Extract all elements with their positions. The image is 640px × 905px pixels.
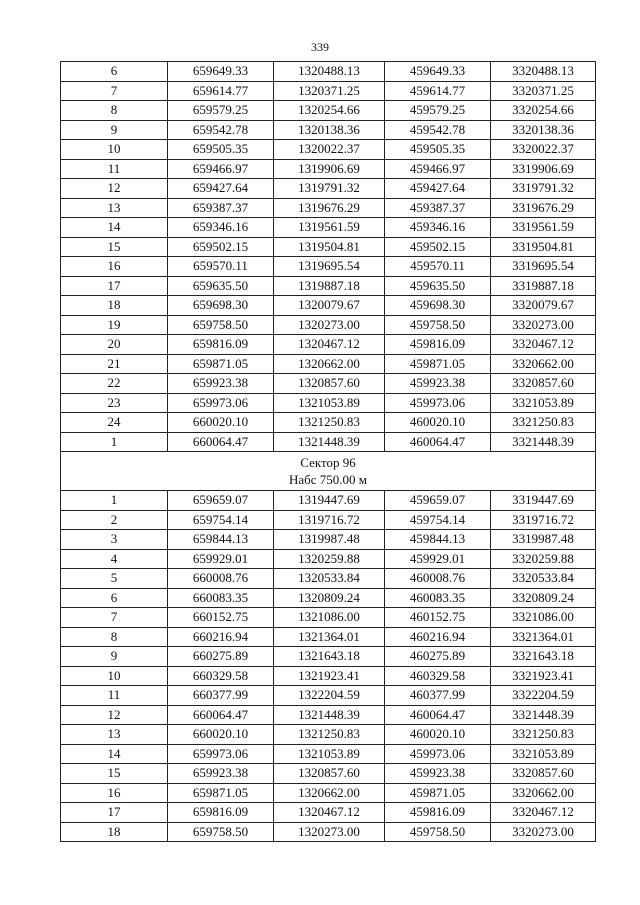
y-coordinate-alt-cell: 3321250.83 xyxy=(491,413,596,433)
point-number-cell: 13 xyxy=(61,198,168,218)
x-coordinate-cell: 659427.64 xyxy=(168,179,274,199)
y-coordinate-alt-cell: 3321086.00 xyxy=(491,608,596,628)
x-coordinate-alt-cell: 459614.77 xyxy=(385,81,491,101)
table-row xyxy=(61,120,596,140)
table-row xyxy=(61,315,596,335)
page-number: 339 xyxy=(311,40,329,54)
x-coordinate-cell: 659502.15 xyxy=(168,237,274,257)
table-row xyxy=(61,530,596,550)
point-number-cell: 4 xyxy=(61,549,168,569)
y-coordinate-alt-cell: 3320259.88 xyxy=(491,549,596,569)
y-coordinate-cell: 1319987.48 xyxy=(274,530,385,550)
y-coordinate-cell: 1321053.89 xyxy=(274,744,385,764)
x-coordinate-cell: 659387.37 xyxy=(168,198,274,218)
table-row xyxy=(61,257,596,277)
y-coordinate-alt-cell: 3319906.69 xyxy=(491,159,596,179)
y-coordinate-cell: 1320079.67 xyxy=(274,296,385,316)
table-row xyxy=(61,549,596,569)
x-coordinate-alt-cell: 459579.25 xyxy=(385,101,491,121)
y-coordinate-alt-cell: 3320857.60 xyxy=(491,374,596,394)
y-coordinate-cell: 1321086.00 xyxy=(274,608,385,628)
y-coordinate-cell: 1321448.39 xyxy=(274,705,385,725)
point-number-cell: 13 xyxy=(61,725,168,745)
point-number-cell: 15 xyxy=(61,764,168,784)
table-row xyxy=(61,354,596,374)
x-coordinate-alt-cell: 459387.37 xyxy=(385,198,491,218)
x-coordinate-cell: 659923.38 xyxy=(168,764,274,784)
x-coordinate-alt-cell: 459466.97 xyxy=(385,159,491,179)
point-number-cell: 19 xyxy=(61,315,168,335)
coordinates-table-top-section xyxy=(61,62,596,452)
y-coordinate-cell: 1320809.24 xyxy=(274,588,385,608)
point-number-cell: 15 xyxy=(61,237,168,257)
y-coordinate-cell: 1321923.41 xyxy=(274,666,385,686)
y-coordinate-alt-cell: 3321643.18 xyxy=(491,647,596,667)
y-coordinate-alt-cell: 3320533.84 xyxy=(491,569,596,589)
x-coordinate-alt-cell: 459698.30 xyxy=(385,296,491,316)
x-coordinate-alt-cell: 459871.05 xyxy=(385,783,491,803)
x-coordinate-cell: 660329.58 xyxy=(168,666,274,686)
x-coordinate-alt-cell: 460008.76 xyxy=(385,569,491,589)
x-coordinate-alt-cell: 459973.06 xyxy=(385,393,491,413)
table-row xyxy=(61,569,596,589)
y-coordinate-alt-cell: 3321364.01 xyxy=(491,627,596,647)
sector-header-section xyxy=(61,452,596,491)
x-coordinate-cell: 659816.09 xyxy=(168,803,274,823)
x-coordinate-cell: 659579.25 xyxy=(168,101,274,121)
x-coordinate-alt-cell: 459871.05 xyxy=(385,354,491,374)
x-coordinate-cell: 660275.89 xyxy=(168,647,274,667)
y-coordinate-cell: 1319695.54 xyxy=(274,257,385,277)
x-coordinate-alt-cell: 459844.13 xyxy=(385,530,491,550)
table-row xyxy=(61,393,596,413)
x-coordinate-cell: 659844.13 xyxy=(168,530,274,550)
y-coordinate-cell: 1319561.59 xyxy=(274,218,385,238)
point-number-cell: 11 xyxy=(61,159,168,179)
table-row xyxy=(61,627,596,647)
point-number-cell: 12 xyxy=(61,179,168,199)
y-coordinate-cell: 1321250.83 xyxy=(274,413,385,433)
y-coordinate-alt-cell: 3320488.13 xyxy=(491,62,596,82)
x-coordinate-cell: 659614.77 xyxy=(168,81,274,101)
y-coordinate-cell: 1321643.18 xyxy=(274,647,385,667)
x-coordinate-cell: 659973.06 xyxy=(168,393,274,413)
table-row xyxy=(61,783,596,803)
point-number-cell: 12 xyxy=(61,705,168,725)
point-number-cell: 6 xyxy=(61,588,168,608)
point-number-cell: 10 xyxy=(61,666,168,686)
x-coordinate-cell: 659758.50 xyxy=(168,822,274,842)
sector-header-cell xyxy=(61,452,596,491)
y-coordinate-alt-cell: 3320467.12 xyxy=(491,803,596,823)
x-coordinate-cell: 659346.16 xyxy=(168,218,274,238)
x-coordinate-cell: 660064.47 xyxy=(168,432,274,452)
x-coordinate-alt-cell: 460329.58 xyxy=(385,666,491,686)
x-coordinate-alt-cell: 459758.50 xyxy=(385,315,491,335)
x-coordinate-alt-cell: 460275.89 xyxy=(385,647,491,667)
table-row xyxy=(61,725,596,745)
table-row xyxy=(61,588,596,608)
y-coordinate-alt-cell: 3320273.00 xyxy=(491,315,596,335)
y-coordinate-cell: 1321448.39 xyxy=(274,432,385,452)
table-row xyxy=(61,159,596,179)
y-coordinate-alt-cell: 3319447.69 xyxy=(491,491,596,511)
table-row xyxy=(61,101,596,121)
y-coordinate-alt-cell: 3320467.12 xyxy=(491,335,596,355)
table-row xyxy=(61,822,596,842)
y-coordinate-cell: 1320533.84 xyxy=(274,569,385,589)
table-row xyxy=(61,744,596,764)
y-coordinate-cell: 1320138.36 xyxy=(274,120,385,140)
y-coordinate-alt-cell: 3320254.66 xyxy=(491,101,596,121)
point-number-cell: 21 xyxy=(61,354,168,374)
x-coordinate-cell: 659542.78 xyxy=(168,120,274,140)
y-coordinate-cell: 1319887.18 xyxy=(274,276,385,296)
x-coordinate-alt-cell: 459659.07 xyxy=(385,491,491,511)
table-row xyxy=(61,198,596,218)
table-row xyxy=(61,237,596,257)
point-number-cell: 10 xyxy=(61,140,168,160)
point-number-cell: 11 xyxy=(61,686,168,706)
y-coordinate-cell: 1319906.69 xyxy=(274,159,385,179)
sector-title: Сектор 96 xyxy=(300,455,356,470)
x-coordinate-cell: 659929.01 xyxy=(168,549,274,569)
y-coordinate-cell: 1319676.29 xyxy=(274,198,385,218)
x-coordinate-alt-cell: 459427.64 xyxy=(385,179,491,199)
table-row xyxy=(61,432,596,452)
y-coordinate-alt-cell: 3321448.39 xyxy=(491,432,596,452)
y-coordinate-cell: 1321053.89 xyxy=(274,393,385,413)
table-row xyxy=(61,666,596,686)
point-number-cell: 7 xyxy=(61,81,168,101)
y-coordinate-cell: 1321250.83 xyxy=(274,725,385,745)
y-coordinate-cell: 1320662.00 xyxy=(274,354,385,374)
y-coordinate-cell: 1320273.00 xyxy=(274,822,385,842)
y-coordinate-alt-cell: 3321053.89 xyxy=(491,393,596,413)
y-coordinate-alt-cell: 3319716.72 xyxy=(491,510,596,530)
y-coordinate-cell: 1319447.69 xyxy=(274,491,385,511)
y-coordinate-cell: 1320467.12 xyxy=(274,803,385,823)
x-coordinate-cell: 659754.14 xyxy=(168,510,274,530)
x-coordinate-cell: 660152.75 xyxy=(168,608,274,628)
point-number-cell: 20 xyxy=(61,335,168,355)
x-coordinate-alt-cell: 459502.15 xyxy=(385,237,491,257)
point-number-cell: 23 xyxy=(61,393,168,413)
point-number-cell: 6 xyxy=(61,62,168,82)
table-row xyxy=(61,140,596,160)
table-row xyxy=(61,62,596,82)
x-coordinate-alt-cell: 459758.50 xyxy=(385,822,491,842)
point-number-cell: 22 xyxy=(61,374,168,394)
table-row xyxy=(61,705,596,725)
y-coordinate-alt-cell: 3320022.37 xyxy=(491,140,596,160)
x-coordinate-cell: 659758.50 xyxy=(168,315,274,335)
y-coordinate-cell: 1319791.32 xyxy=(274,179,385,199)
table-row xyxy=(61,81,596,101)
table-row xyxy=(61,296,596,316)
y-coordinate-alt-cell: 3320371.25 xyxy=(491,81,596,101)
x-coordinate-alt-cell: 460064.47 xyxy=(385,432,491,452)
x-coordinate-alt-cell: 460020.10 xyxy=(385,413,491,433)
table-row xyxy=(61,374,596,394)
table-row xyxy=(61,803,596,823)
point-number-cell: 1 xyxy=(61,491,168,511)
x-coordinate-cell: 660020.10 xyxy=(168,725,274,745)
y-coordinate-alt-cell: 3321250.83 xyxy=(491,725,596,745)
y-coordinate-cell: 1320022.37 xyxy=(274,140,385,160)
x-coordinate-alt-cell: 459649.33 xyxy=(385,62,491,82)
x-coordinate-alt-cell: 459816.09 xyxy=(385,335,491,355)
x-coordinate-alt-cell: 459346.16 xyxy=(385,218,491,238)
point-number-cell: 9 xyxy=(61,120,168,140)
point-number-cell: 14 xyxy=(61,744,168,764)
coordinates-table xyxy=(60,61,596,842)
x-coordinate-alt-cell: 459929.01 xyxy=(385,549,491,569)
y-coordinate-cell: 1320371.25 xyxy=(274,81,385,101)
y-coordinate-alt-cell: 3320079.67 xyxy=(491,296,596,316)
x-coordinate-alt-cell: 459754.14 xyxy=(385,510,491,530)
x-coordinate-cell: 659973.06 xyxy=(168,744,274,764)
y-coordinate-alt-cell: 3322204.59 xyxy=(491,686,596,706)
y-coordinate-cell: 1319716.72 xyxy=(274,510,385,530)
x-coordinate-alt-cell: 459542.78 xyxy=(385,120,491,140)
table-row xyxy=(61,686,596,706)
x-coordinate-alt-cell: 459923.38 xyxy=(385,764,491,784)
point-number-cell: 5 xyxy=(61,569,168,589)
point-number-cell: 18 xyxy=(61,296,168,316)
x-coordinate-alt-cell: 460152.75 xyxy=(385,608,491,628)
x-coordinate-cell: 659923.38 xyxy=(168,374,274,394)
point-number-cell: 24 xyxy=(61,413,168,433)
table-row xyxy=(61,510,596,530)
sector-header-row xyxy=(61,452,596,491)
point-number-cell: 18 xyxy=(61,822,168,842)
x-coordinate-alt-cell: 459505.35 xyxy=(385,140,491,160)
point-number-cell: 1 xyxy=(61,432,168,452)
table-row xyxy=(61,335,596,355)
point-number-cell: 14 xyxy=(61,218,168,238)
y-coordinate-alt-cell: 3320857.60 xyxy=(491,764,596,784)
y-coordinate-alt-cell: 3321448.39 xyxy=(491,705,596,725)
point-number-cell: 2 xyxy=(61,510,168,530)
y-coordinate-cell: 1320273.00 xyxy=(274,315,385,335)
x-coordinate-cell: 660064.47 xyxy=(168,705,274,725)
table-row xyxy=(61,764,596,784)
x-coordinate-cell: 660008.76 xyxy=(168,569,274,589)
sector-height: Набс 750.00 м xyxy=(288,472,368,487)
y-coordinate-alt-cell: 3319504.81 xyxy=(491,237,596,257)
x-coordinate-cell: 659871.05 xyxy=(168,783,274,803)
x-coordinate-cell: 659466.97 xyxy=(168,159,274,179)
y-coordinate-cell: 1321364.01 xyxy=(274,627,385,647)
y-coordinate-cell: 1320857.60 xyxy=(274,764,385,784)
x-coordinate-cell: 659816.09 xyxy=(168,335,274,355)
x-coordinate-alt-cell: 459570.11 xyxy=(385,257,491,277)
x-coordinate-cell: 660020.10 xyxy=(168,413,274,433)
x-coordinate-cell: 659649.33 xyxy=(168,62,274,82)
point-number-cell: 17 xyxy=(61,276,168,296)
table-row xyxy=(61,413,596,433)
y-coordinate-alt-cell: 3320662.00 xyxy=(491,783,596,803)
point-number-cell: 3 xyxy=(61,530,168,550)
coordinates-table-bottom-section xyxy=(61,491,596,842)
y-coordinate-cell: 1320259.88 xyxy=(274,549,385,569)
table-row xyxy=(61,179,596,199)
x-coordinate-alt-cell: 460377.99 xyxy=(385,686,491,706)
y-coordinate-alt-cell: 3319791.32 xyxy=(491,179,596,199)
y-coordinate-alt-cell: 3320809.24 xyxy=(491,588,596,608)
y-coordinate-cell: 1320857.60 xyxy=(274,374,385,394)
y-coordinate-alt-cell: 3319887.18 xyxy=(491,276,596,296)
x-coordinate-cell: 659698.30 xyxy=(168,296,274,316)
x-coordinate-cell: 659505.35 xyxy=(168,140,274,160)
y-coordinate-alt-cell: 3320138.36 xyxy=(491,120,596,140)
x-coordinate-alt-cell: 459816.09 xyxy=(385,803,491,823)
x-coordinate-alt-cell: 460083.35 xyxy=(385,588,491,608)
x-coordinate-alt-cell: 460064.47 xyxy=(385,705,491,725)
table-row xyxy=(61,647,596,667)
y-coordinate-alt-cell: 3319561.59 xyxy=(491,218,596,238)
y-coordinate-cell: 1320254.66 xyxy=(274,101,385,121)
point-number-cell: 8 xyxy=(61,101,168,121)
x-coordinate-cell: 659570.11 xyxy=(168,257,274,277)
table-row xyxy=(61,276,596,296)
x-coordinate-cell: 659635.50 xyxy=(168,276,274,296)
x-coordinate-alt-cell: 459973.06 xyxy=(385,744,491,764)
x-coordinate-alt-cell: 460020.10 xyxy=(385,725,491,745)
point-number-cell: 17 xyxy=(61,803,168,823)
x-coordinate-cell: 659871.05 xyxy=(168,354,274,374)
point-number-cell: 7 xyxy=(61,608,168,628)
point-number-cell: 16 xyxy=(61,257,168,277)
y-coordinate-cell: 1322204.59 xyxy=(274,686,385,706)
table-row xyxy=(61,218,596,238)
point-number-cell: 8 xyxy=(61,627,168,647)
y-coordinate-alt-cell: 3321053.89 xyxy=(491,744,596,764)
y-coordinate-alt-cell: 3319695.54 xyxy=(491,257,596,277)
x-coordinate-cell: 660377.99 xyxy=(168,686,274,706)
y-coordinate-cell: 1319504.81 xyxy=(274,237,385,257)
y-coordinate-cell: 1320662.00 xyxy=(274,783,385,803)
y-coordinate-alt-cell: 3319676.29 xyxy=(491,198,596,218)
y-coordinate-alt-cell: 3319987.48 xyxy=(491,530,596,550)
y-coordinate-cell: 1320467.12 xyxy=(274,335,385,355)
x-coordinate-cell: 660216.94 xyxy=(168,627,274,647)
point-number-cell: 9 xyxy=(61,647,168,667)
x-coordinate-alt-cell: 459635.50 xyxy=(385,276,491,296)
x-coordinate-cell: 659659.07 xyxy=(168,491,274,511)
x-coordinate-alt-cell: 460216.94 xyxy=(385,627,491,647)
point-number-cell: 16 xyxy=(61,783,168,803)
y-coordinate-cell: 1320488.13 xyxy=(274,62,385,82)
x-coordinate-alt-cell: 459923.38 xyxy=(385,374,491,394)
x-coordinate-cell: 660083.35 xyxy=(168,588,274,608)
table-row xyxy=(61,608,596,628)
y-coordinate-alt-cell: 3320662.00 xyxy=(491,354,596,374)
y-coordinate-alt-cell: 3321923.41 xyxy=(491,666,596,686)
y-coordinate-alt-cell: 3320273.00 xyxy=(491,822,596,842)
table-row xyxy=(61,491,596,511)
